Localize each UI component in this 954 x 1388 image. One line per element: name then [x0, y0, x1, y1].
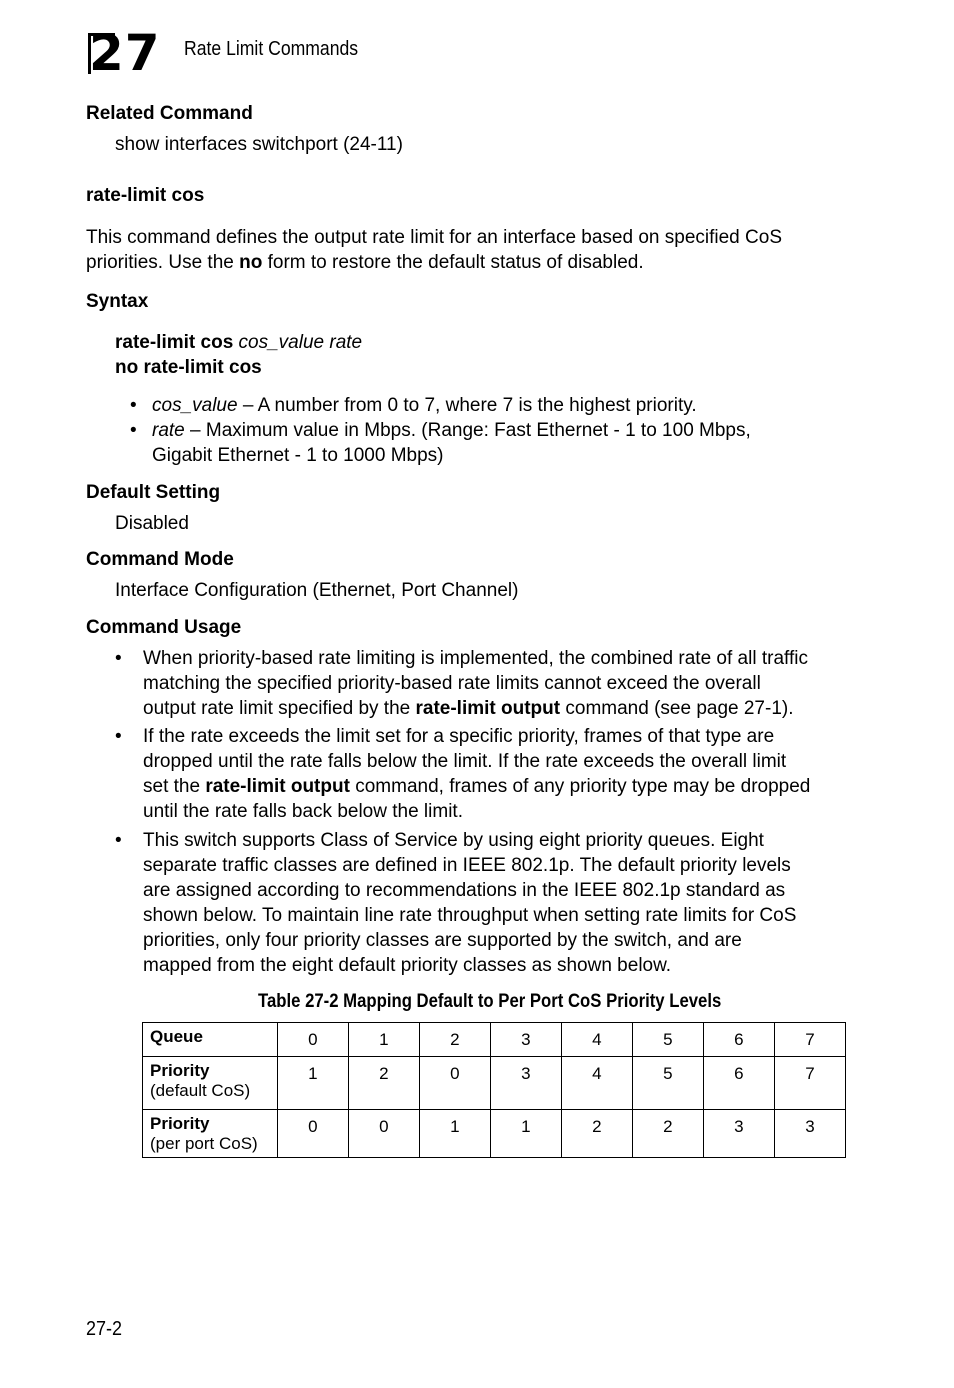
default-setting-text: Disabled	[115, 513, 189, 534]
priority-mapping-table	[142, 1022, 846, 1158]
page-number: 27-2	[86, 1318, 123, 1340]
related-command-heading: Related Command	[86, 103, 253, 124]
command-mode-text: Interface Configuration (Ethernet, Port Channel)	[115, 580, 519, 601]
syntax-line-1: rate-limit cos cos_value rate	[115, 332, 363, 353]
command-usage-heading: Command Usage	[86, 617, 242, 638]
chapter-number: 27	[89, 24, 161, 82]
table-row: Queue 0 1 2 3 4 5 6 7	[143, 1023, 846, 1057]
table-row: Priority (default CoS) 1 2 0 3 4 5 6 7	[143, 1057, 846, 1110]
chapter-title: Rate Limit Commands	[184, 38, 359, 60]
usage-bullet-3: • This switch supports Class of Service by using eight priority queues. Eight separate traffic classes are defined in IEEE 802.1p. The default priority levels are assigned according to recommendations in the IEEE 802.1p standard as shown below. To maintain line rate throughput when setting rate limits for CoS priorities, only four priority classes are supported by the switch, and are mapped from the eight default priority classes as shown below.	[115, 830, 797, 976]
default-setting-heading: Default Setting	[86, 482, 221, 503]
usage-bullet-1: • When priority-based rate limiting is implemented, the combined rate of all traffic matching the specified priority-based rate limits cannot exceed the overall output rate limit specified by the rate-limit output command (see page 27-1).	[115, 648, 808, 719]
command-mode-heading: Command Mode	[86, 549, 234, 570]
command-name-heading: rate-limit cos	[86, 185, 205, 206]
usage-bullet-2: • If the rate exceeds the limit set for a specific priority, frames of that type are dropped until the rate falls below the limit. If the rate exceeds the overall limit set the rate-limit output command, frames of any priority type may be dropped until the rate falls back below the limit.	[115, 726, 811, 822]
table-row: Priority (per port CoS) 0 0 1 1 2 2 3 3	[143, 1110, 846, 1158]
command-description: This command defines the output rate limit for an interface based on specified CoS priorities. Use the no form to restore the default status of disabled.	[86, 227, 782, 273]
table-caption: Table 27-2 Mapping Default to Per Port CoS Priority Levels	[258, 991, 722, 1012]
param-rate: • rate – Maximum value in Mbps. (Range: Fast Ethernet - 1 to 100 Mbps, Gigabit Ethernet - 1 to 1000 Mbps)	[130, 420, 751, 466]
param-cos-value: • cos_value – A number from 0 to 7, where 7 is the highest priority.	[130, 395, 697, 416]
related-command-text: show interfaces switchport (24-11)	[115, 134, 403, 155]
syntax-heading: Syntax	[86, 291, 149, 312]
syntax-line-2: no rate-limit cos	[115, 357, 262, 378]
